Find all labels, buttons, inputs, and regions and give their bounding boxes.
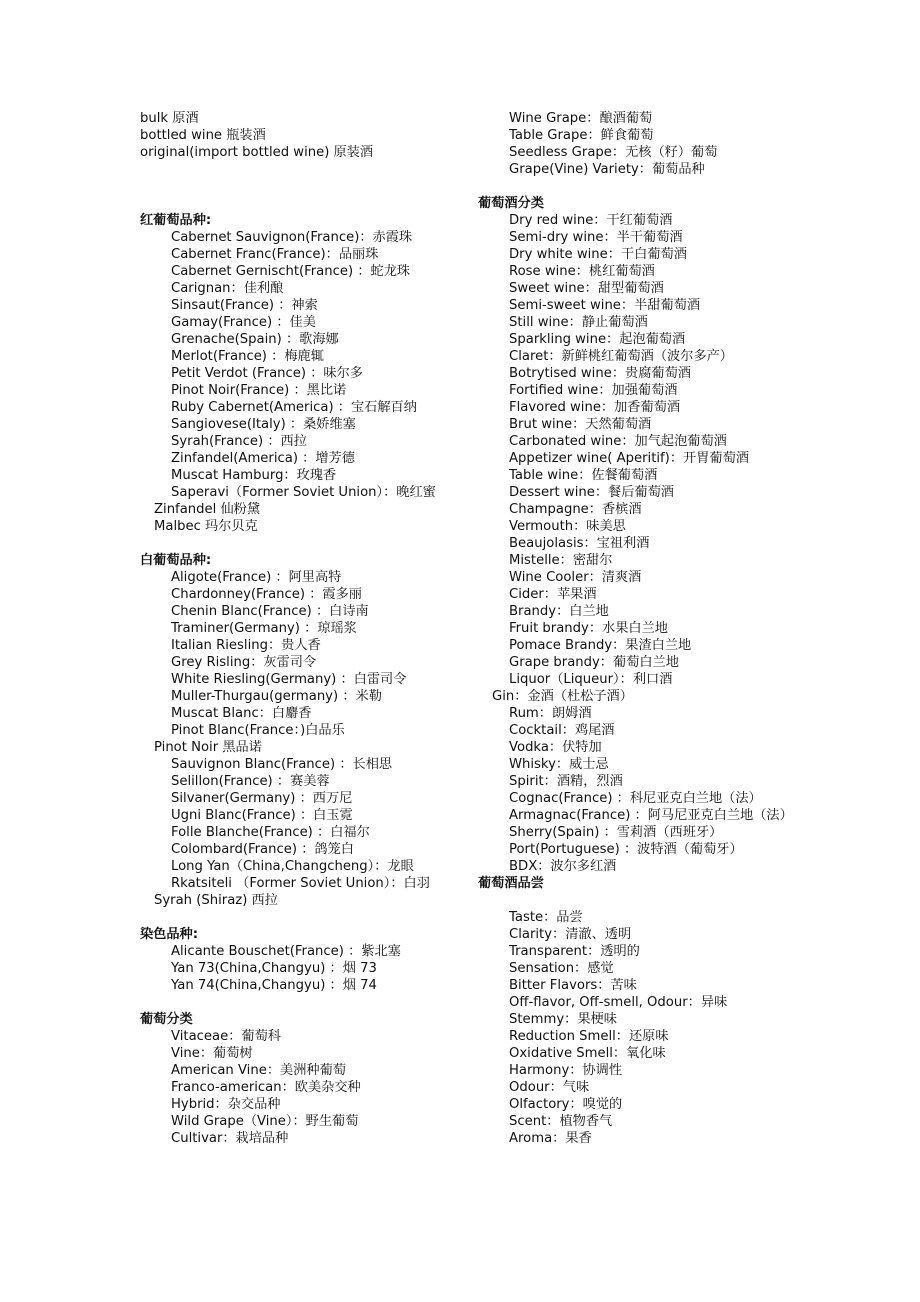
list-item: Sparkling wine：起泡葡萄酒 bbox=[509, 332, 686, 347]
list-item: Still wine：静止葡萄酒 bbox=[509, 315, 648, 330]
section-heading-grape-classification: 葡萄分类 bbox=[140, 1012, 193, 1027]
list-item: Aroma：果香 bbox=[509, 1131, 592, 1146]
list-item: Syrah (Shiraz) 西拉 bbox=[154, 893, 278, 908]
list-item: Semi-sweet wine：半甜葡萄酒 bbox=[509, 298, 701, 313]
list-item: Colombard(France) ：鸽笼白 bbox=[171, 842, 354, 857]
list-item: Ruby Cabernet(America) ：宝石解百纳 bbox=[171, 400, 417, 415]
list-item: Yan 74(China,Changyu) ：烟 74 bbox=[171, 978, 377, 993]
list-item: Harmony：协调性 bbox=[509, 1063, 623, 1078]
list-item: Armagnac(France) ：阿马尼亚克白兰地（法） bbox=[509, 808, 793, 823]
list-item: Dessert wine：餐后葡萄酒 bbox=[509, 485, 674, 500]
list-item: Pinot Noir(France) ：黑比诺 bbox=[171, 383, 347, 398]
list-item: original(import bottled wine) 原装酒 bbox=[140, 145, 374, 160]
list-item: BDX：波尔多红酒 bbox=[509, 859, 617, 874]
list-item: Traminer(Germany) ：琼瑶浆 bbox=[171, 621, 357, 636]
list-item: Clarity：清澈、透明 bbox=[509, 927, 632, 942]
list-item: Petit Verdot (France) ：味尔多 bbox=[171, 366, 363, 381]
list-item: Vermouth：味美思 bbox=[509, 519, 626, 534]
list-item: Hybrid：杂交品种 bbox=[171, 1097, 281, 1112]
list-item: Cabernet Gernischt(France) ：蛇龙珠 bbox=[171, 264, 411, 279]
list-item: Whisky：威士忌 bbox=[509, 757, 609, 772]
section-heading-wine-classification: 葡萄酒分类 bbox=[478, 196, 544, 211]
list-item: Cultivar：栽培品种 bbox=[171, 1131, 289, 1146]
list-item: Grey Risling：灰雷司令 bbox=[171, 655, 317, 670]
list-item: Botrytised wine：贵腐葡萄酒 bbox=[509, 366, 691, 381]
list-item: Syrah(France) ：西拉 bbox=[171, 434, 307, 449]
list-item: Pinot Noir 黑品诺 bbox=[154, 740, 262, 755]
list-item: Saperavi（Former Soviet Union）：晚红蜜 bbox=[171, 485, 436, 500]
list-item: Zinfandel 仙粉黛 bbox=[154, 502, 261, 517]
list-item: Zinfandel(America) ：增芳德 bbox=[171, 451, 355, 466]
list-item: Ugni Blanc(France) ：白玉霓 bbox=[171, 808, 353, 823]
list-item: Muller-Thurgau(germany) ：米勒 bbox=[171, 689, 382, 704]
list-item: American Vine：美洲种葡萄 bbox=[171, 1063, 346, 1078]
list-item: Fortified wine：加强葡萄酒 bbox=[509, 383, 678, 398]
white-grape-list bbox=[140, 569, 460, 909]
list-item: Cognac(France) ：科尼亚克白兰地（法） bbox=[509, 791, 762, 806]
list-item: Cider：苹果酒 bbox=[509, 587, 597, 602]
wine-tasting-list bbox=[478, 909, 808, 1147]
list-item: Brut wine：天然葡萄酒 bbox=[509, 417, 652, 432]
list-item: bulk 原酒 bbox=[140, 111, 199, 126]
list-item: White Riesling(Germany) ：白雷司令 bbox=[171, 672, 407, 687]
list-item: Sensation：感觉 bbox=[509, 961, 614, 976]
list-item: Mistelle：密甜尔 bbox=[509, 553, 613, 568]
list-item: Appetizer wine( Aperitif)：开胃葡萄酒 bbox=[509, 451, 749, 466]
list-item: Seedless Grape：无核（籽）葡萄 bbox=[509, 145, 718, 160]
list-item: Grape(Vine) Variety：葡萄品种 bbox=[509, 162, 705, 177]
list-item: Muscat Blanc：白麝香 bbox=[171, 706, 312, 721]
list-item: Alicante Bouschet(France) ：紫北塞 bbox=[171, 944, 401, 959]
right-column bbox=[478, 110, 808, 1147]
list-item: Sauvignon Blanc(France) ：长相思 bbox=[171, 757, 393, 772]
list-item: Folle Blanche(France) ：白福尔 bbox=[171, 825, 370, 840]
list-item: Vodka：伏特加 bbox=[509, 740, 602, 755]
list-item: Wine Cooler：清爽酒 bbox=[509, 570, 642, 585]
list-item: Carignan：佳利酿 bbox=[171, 281, 284, 296]
list-item: Gamay(France) ：佳美 bbox=[171, 315, 316, 330]
list-item: Vine：葡萄树 bbox=[171, 1046, 253, 1061]
list-item: Odour：气味 bbox=[509, 1080, 590, 1095]
list-item: Liquor（Liqueur）：利口酒 bbox=[509, 672, 673, 687]
list-item: Olfactory：嗅觉的 bbox=[509, 1097, 623, 1112]
list-item: Bitter Flavors：苦味 bbox=[509, 978, 637, 993]
list-item: Pinot Blanc(France：)白品乐 bbox=[171, 723, 345, 738]
list-item: Table Grape：鲜食葡萄 bbox=[509, 128, 654, 143]
list-item: Cabernet Franc(France)：品丽珠 bbox=[171, 247, 379, 262]
intro-list bbox=[478, 110, 808, 178]
list-item: Chardonney(France) ：霞多丽 bbox=[171, 587, 362, 602]
list-item: Aligote(France) ：阿里高特 bbox=[171, 570, 342, 585]
red-grape-list bbox=[140, 229, 460, 535]
list-item: Flavored wine：加香葡萄酒 bbox=[509, 400, 681, 415]
list-item: Carbonated wine：加气起泡葡萄酒 bbox=[509, 434, 727, 449]
list-item: Pomace Brandy：果渣白兰地 bbox=[509, 638, 692, 653]
list-item: Sherry(Spain) ：雪莉酒（西班牙） bbox=[509, 825, 723, 840]
section-heading-white-grapes: 白葡萄品种: bbox=[140, 553, 212, 568]
list-item: Long Yan（China,Changcheng）：龙眼 bbox=[171, 859, 414, 874]
list-item: Silvaner(Germany) ：西万尼 bbox=[171, 791, 353, 806]
list-item: Sinsaut(France) ：神索 bbox=[171, 298, 318, 313]
list-item: Port(Portuguese) ：波特酒（葡萄牙） bbox=[509, 842, 743, 857]
list-item: Rum：朗姆酒 bbox=[509, 706, 592, 721]
list-item: Gin：金酒（杜松子酒） bbox=[492, 689, 633, 704]
list-item: Champagne：香槟酒 bbox=[509, 502, 642, 517]
intro-list bbox=[140, 110, 460, 161]
list-item: Vitaceae：葡萄科 bbox=[171, 1029, 281, 1044]
list-item: Semi-dry wine：半干葡萄酒 bbox=[509, 230, 683, 245]
list-item: Scent：植物香气 bbox=[509, 1114, 613, 1129]
list-item: Franco-american：欧美杂交种 bbox=[171, 1080, 361, 1095]
list-item: Reduction Smell：还原味 bbox=[509, 1029, 669, 1044]
left-column bbox=[140, 110, 460, 1147]
list-item: Fruit brandy：水果白兰地 bbox=[509, 621, 668, 636]
list-item: Merlot(France) ：梅鹿辄 bbox=[171, 349, 324, 364]
wine-classification-list bbox=[478, 212, 808, 875]
list-item: Taste：品尝 bbox=[509, 910, 583, 925]
list-item: Oxidative Smell：氧化味 bbox=[509, 1046, 666, 1061]
list-item: Selillon(France) ：赛美蓉 bbox=[171, 774, 330, 789]
list-item: Table wine：佐餐葡萄酒 bbox=[509, 468, 658, 483]
list-item: Muscat Hamburg：玫瑰香 bbox=[171, 468, 337, 483]
list-item: Dry red wine：干红葡萄酒 bbox=[509, 213, 673, 228]
list-item: Yan 73(China,Changyu) ：烟 73 bbox=[171, 961, 377, 976]
list-item: Sangiovese(Italy) ：桑娇维塞 bbox=[171, 417, 356, 432]
list-item: Rose wine：桃红葡萄酒 bbox=[509, 264, 655, 279]
list-item: Stemmy：果梗味 bbox=[509, 1012, 617, 1027]
list-item: Beaujolasis：宝祖利酒 bbox=[509, 536, 650, 551]
section-heading-wine-tasting: 葡萄酒品尝 bbox=[478, 876, 544, 891]
list-item: Rkatsiteli （Former Soviet Union）：白羽 bbox=[171, 876, 430, 891]
list-item: Cocktail：鸡尾酒 bbox=[509, 723, 615, 738]
list-item: Italian Riesling：贵人香 bbox=[171, 638, 321, 653]
list-item: bottled wine 瓶装酒 bbox=[140, 128, 266, 143]
section-heading-dye-grapes: 染色品种: bbox=[140, 927, 199, 942]
list-item: Sweet wine：甜型葡萄酒 bbox=[509, 281, 664, 296]
list-item: Chenin Blanc(France) ：白诗南 bbox=[171, 604, 369, 619]
list-item: Cabernet Sauvignon(France)：赤霞珠 bbox=[171, 230, 413, 245]
list-item: Wine Grape：酿酒葡萄 bbox=[509, 111, 653, 126]
section-heading-red-grapes: 红葡萄品种: bbox=[140, 213, 212, 228]
list-item: Grenache(Spain) ：歌海娜 bbox=[171, 332, 339, 347]
list-item: Brandy：白兰地 bbox=[509, 604, 609, 619]
list-item: Malbec 玛尔贝克 bbox=[154, 519, 258, 534]
grape-classification-list bbox=[140, 1028, 460, 1147]
list-item: Grape brandy：葡萄白兰地 bbox=[509, 655, 679, 670]
list-item: Transparent：透明的 bbox=[509, 944, 640, 959]
list-item: Spirit：酒精，烈酒 bbox=[509, 774, 623, 789]
list-item: Off-flavor, Off-smell, Odour：异味 bbox=[509, 995, 728, 1010]
list-item: Claret：新鲜桃红葡萄酒（波尔多产） bbox=[509, 349, 733, 364]
list-item: Dry white wine：干白葡萄酒 bbox=[509, 247, 687, 262]
list-item: Wild Grape（Vine）：野生葡萄 bbox=[171, 1114, 359, 1129]
dye-grape-list bbox=[140, 943, 460, 994]
